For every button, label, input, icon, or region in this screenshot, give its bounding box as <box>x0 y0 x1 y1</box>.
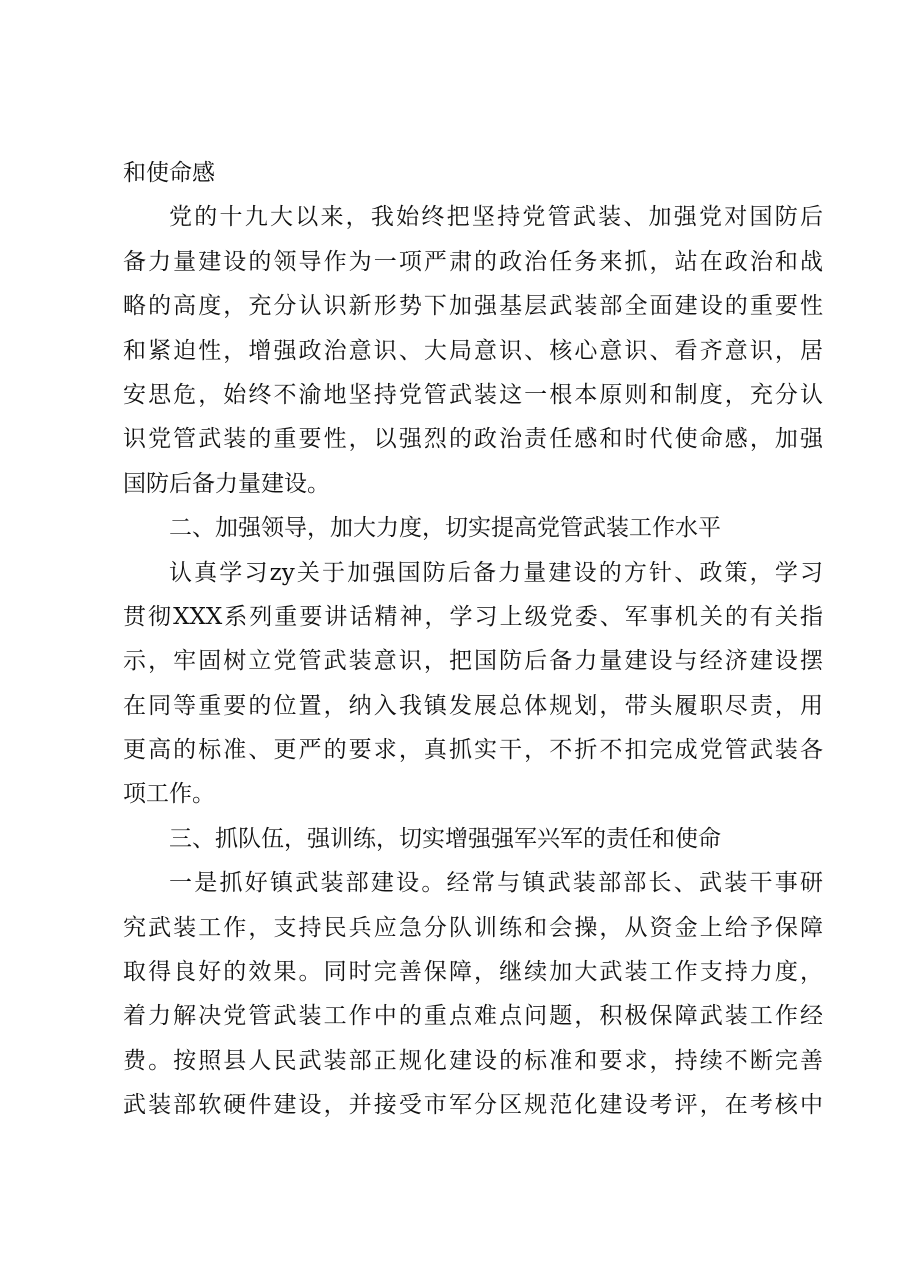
text-line-9: 二、加强领导，加大力度，切实提高党管武装工作水平 <box>169 515 721 542</box>
text-line-5: 和紧迫性，增强政治意识、大局意识、核心意识、看齐意识，居 <box>123 337 823 364</box>
text-line-7: 识党管武装的重要性，以强烈的政治责任感和时代使命感，加强 <box>123 426 823 453</box>
text-line-14: 更高的标准、更严的要求，真抓实干，不折不扣完成党管武装各 <box>123 737 823 764</box>
text-line-3: 备力量建设的领导作为一项严肃的政治任务来抓，站在政治和战 <box>123 248 823 275</box>
text-line-22: 武装部软硬件建设，并接受市军分区规范化建设考评，在考核中 <box>123 1092 823 1119</box>
text-line-12: 示，牢固树立党管武装意识，把国防后备力量建设与经济建设摆 <box>123 648 823 675</box>
text-line-17: 一是抓好镇武装部建设。经常与镇武装部部长、武装干事研 <box>169 870 823 897</box>
text-line-18: 究武装工作，支持民兵应急分队训练和会操，从资金上给予保障 <box>123 914 823 941</box>
text-line-8: 国防后备力量建设。 <box>123 470 330 497</box>
text-line-10: 认真学习zy关于加强国防后备力量建设的方针、政策，学习 <box>169 559 823 586</box>
text-line-11: 贯彻XXX系列重要讲话精神，学习上级党委、军事机关的有关指 <box>123 603 823 630</box>
text-line-4: 略的高度，充分认识新形势下加强基层武装部全面建设的重要性 <box>123 293 823 320</box>
text-line-1: 和使命感 <box>123 160 215 186</box>
text-line-6: 安思危，始终不渝地坚持党管武装这一根本原则和制度，充分认 <box>123 381 823 408</box>
text-line-20: 着力解决党管武装工作中的重点难点问题，积极保障武装工作经 <box>123 1003 823 1030</box>
text-line-19: 取得良好的效果。同时完善保障，继续加大武装工作支持力度， <box>123 959 823 986</box>
text-line-15: 项工作。 <box>123 781 215 808</box>
text-line-13: 在同等重要的位置，纳入我镇发展总体规划，带头履职尽责，用 <box>123 692 823 719</box>
text-line-16: 三、抓队伍，强训练，切实增强强军兴军的责任和使命 <box>169 825 721 852</box>
text-line-2: 党的十九大以来，我始终把坚持党管武装、加强党对国防后 <box>169 204 823 231</box>
text-line-21: 费。按照县人民武装部正规化建设的标准和要求，持续不断完善 <box>123 1047 823 1074</box>
document-body <box>123 151 823 1128</box>
